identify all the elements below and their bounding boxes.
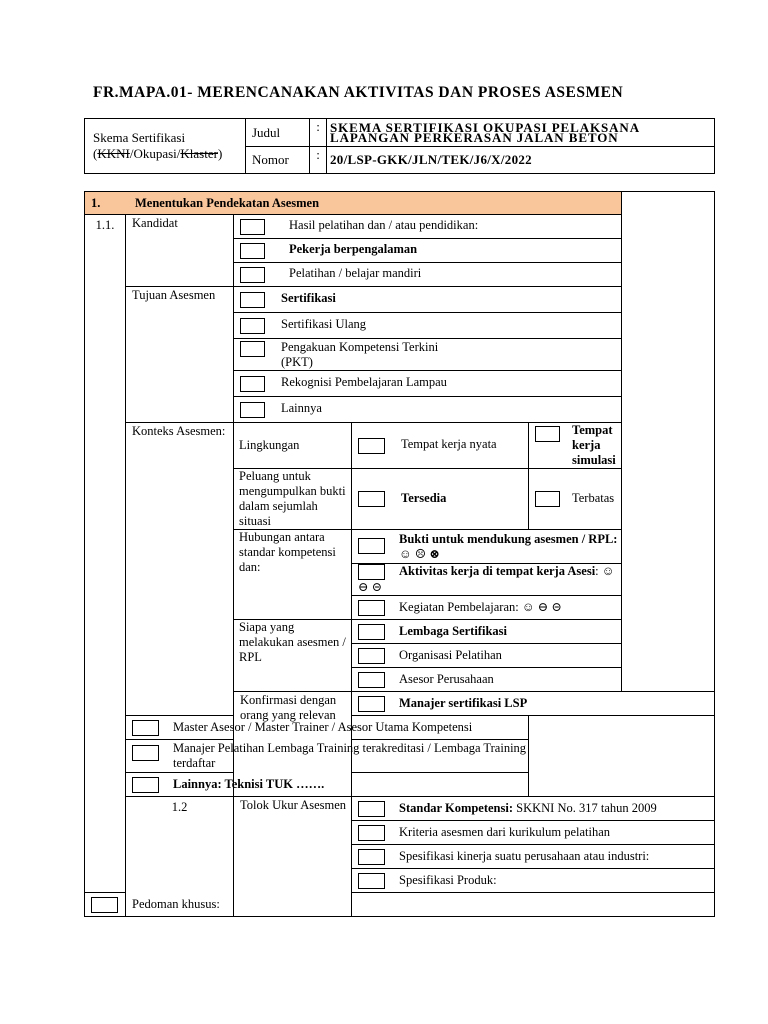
konfirmasi-label: Konfirmasi dengan orang yang relevan (234, 692, 352, 797)
checkbox[interactable] (358, 564, 385, 580)
siapa-option-2[interactable]: Organisasi Pelatihan (352, 644, 622, 668)
lingkungan-label: Lingkungan (234, 423, 352, 469)
tempat-kerja-simulasi[interactable]: Tempat kerja simulasi (529, 423, 622, 469)
standar-kompetensi-option[interactable]: Standar Kompetensi: SKKNI No. 317 tahun 2009 (352, 797, 715, 821)
tolok-option-3[interactable]: Spesifikasi Produk: (352, 869, 715, 893)
checkbox[interactable] (358, 849, 385, 865)
checkbox[interactable] (358, 873, 385, 889)
checkbox[interactable] (358, 696, 385, 712)
tujuan-option-5[interactable]: Lainnya (234, 397, 622, 423)
checkbox[interactable] (358, 491, 385, 507)
checkbox[interactable] (535, 426, 560, 442)
checkbox[interactable] (240, 318, 265, 334)
aktivitas-option[interactable]: Aktivitas kerja di tempat kerja Asesi: ☺ ⊖ ⊝ (352, 564, 622, 596)
skema-kkni: KKNI (97, 146, 130, 161)
tolok-ukur-label: Tolok Ukur Asesmen (234, 797, 352, 917)
checkbox[interactable] (132, 745, 159, 761)
checkbox[interactable] (91, 897, 118, 913)
siapa-option-1[interactable]: Lembaga Sertifikasi (352, 620, 622, 644)
checkbox[interactable] (132, 720, 159, 736)
checkbox[interactable] (358, 624, 385, 640)
kegiatan-emoji-icons: ☺ ⊖ ⊝ (521, 599, 562, 614)
peluang-label: Peluang untuk mengumpulkan bukti dalam sejumlah situasi (234, 469, 352, 530)
hubungan-label: Hubungan antara standar kompetensi dan: (234, 530, 352, 620)
section-number: 1. (91, 195, 101, 210)
judul-value: SKEMA SERTIFIKASI OKUPASI PELAKSANA LAPANGAN PERKERASAN JALAN BETON (327, 119, 715, 147)
kandidat-option-2[interactable]: Pekerja berpengalaman (234, 239, 622, 263)
tersedia-option[interactable]: Tersedia (352, 469, 529, 530)
kandidat-option-1[interactable]: Hasil pelatihan dan / atau pendidikan: (234, 215, 622, 239)
page-title: FR.MAPA.01- MERENCANAKAN AKTIVITAS DAN PROSES ASESMEN (93, 84, 624, 101)
konfirmasi-option-4[interactable]: Lainnya: Teknisi TUK ……. (126, 773, 529, 797)
section-header (85, 192, 622, 215)
skema-cell: Skema Sertifikasi (KKNI/Okupasi/Klaster) (85, 119, 246, 174)
checkbox[interactable] (535, 491, 560, 507)
skema-klaster: Klaster (180, 146, 218, 161)
tolok-option-2[interactable]: Spesifikasi kinerja suatu perusahaan atau industri: (352, 845, 715, 869)
checkbox[interactable] (358, 438, 385, 454)
checkbox[interactable] (240, 219, 265, 235)
judul-label: Judul (246, 119, 310, 147)
konfirmasi-option-3[interactable]: Manajer Pelatihan Lembaga Training terakreditasi / Lembaga Training terdaftar (126, 740, 529, 773)
konteks-label: Konteks Asesmen: (126, 423, 234, 716)
header-table (84, 118, 715, 174)
checkbox[interactable] (240, 292, 265, 308)
checkbox[interactable] (358, 672, 385, 688)
tujuan-option-1[interactable]: Sertifikasi (234, 287, 622, 313)
checkbox[interactable] (132, 777, 159, 793)
row-number-1-2: 1.2 (126, 797, 234, 917)
tujuan-option-2[interactable]: Sertifikasi Ulang (234, 313, 622, 339)
bukti-option[interactable]: Bukti untuk mendukung asesmen / RPL: ☺ ☹ ⊗ (352, 530, 622, 564)
checkbox[interactable] (358, 825, 385, 841)
tujuan-option-3[interactable]: Pengakuan Kompetensi Terkini (PKT) (234, 339, 622, 371)
konfirmasi-option-2[interactable]: Master Asesor / Master Trainer / Asesor Utama Kompetensi (126, 716, 529, 740)
checkbox[interactable] (358, 801, 385, 817)
kandidat-option-3[interactable]: Pelatihan / belajar mandiri (234, 263, 622, 287)
checkbox[interactable] (240, 267, 265, 283)
skema-label: Skema Sertifikasi (93, 130, 186, 145)
checkbox[interactable] (240, 402, 265, 418)
judul-colon: : (310, 119, 327, 147)
row-number-1-1: 1.1. (85, 215, 126, 893)
kandidat-label: Kandidat (126, 215, 234, 287)
kegiatan-option[interactable]: Kegiatan Pembelajaran: ☺ ⊖ ⊝ (352, 596, 622, 620)
checkbox[interactable] (240, 376, 265, 392)
siapa-label: Siapa yang melakukan asesmen / RPL (234, 620, 352, 692)
checkbox[interactable] (240, 341, 265, 357)
checkbox[interactable] (358, 600, 385, 616)
checkbox[interactable] (240, 243, 265, 259)
bukti-emoji-icons: ☺ ☹ ⊗ (399, 546, 440, 561)
tolok-option-4[interactable]: Pedoman khusus: (85, 893, 352, 917)
aktivitas-emoji-icons: ☺ ⊖ ⊝ (358, 564, 615, 595)
siapa-option-3[interactable]: Asesor Perusahaan (352, 668, 622, 692)
standar-kompetensi-value: SKKNI No. 317 tahun 2009 (513, 800, 657, 815)
section-title: Menentukan Pendekatan Asesmen (135, 195, 320, 210)
terbatas-option[interactable]: Terbatas (529, 469, 622, 530)
assessment-table (84, 191, 715, 917)
konfirmasi-option-1[interactable]: Manajer sertifikasi LSP (352, 692, 715, 716)
tolok-option-1[interactable]: Kriteria asesmen dari kurikulum pelatihan (352, 821, 715, 845)
tujuan-label: Tujuan Asesmen (126, 287, 234, 423)
checkbox[interactable] (358, 538, 385, 554)
checkbox[interactable] (358, 648, 385, 664)
nomor-colon: : (310, 147, 327, 174)
tujuan-option-4[interactable]: Rekognisi Pembelajaran Lampau (234, 371, 622, 397)
nomor-label: Nomor (246, 147, 310, 174)
tempat-kerja-nyata[interactable]: Tempat kerja nyata (352, 423, 529, 469)
nomor-value: 20/LSP-GKK/JLN/TEK/J6/X/2022 (327, 147, 715, 174)
